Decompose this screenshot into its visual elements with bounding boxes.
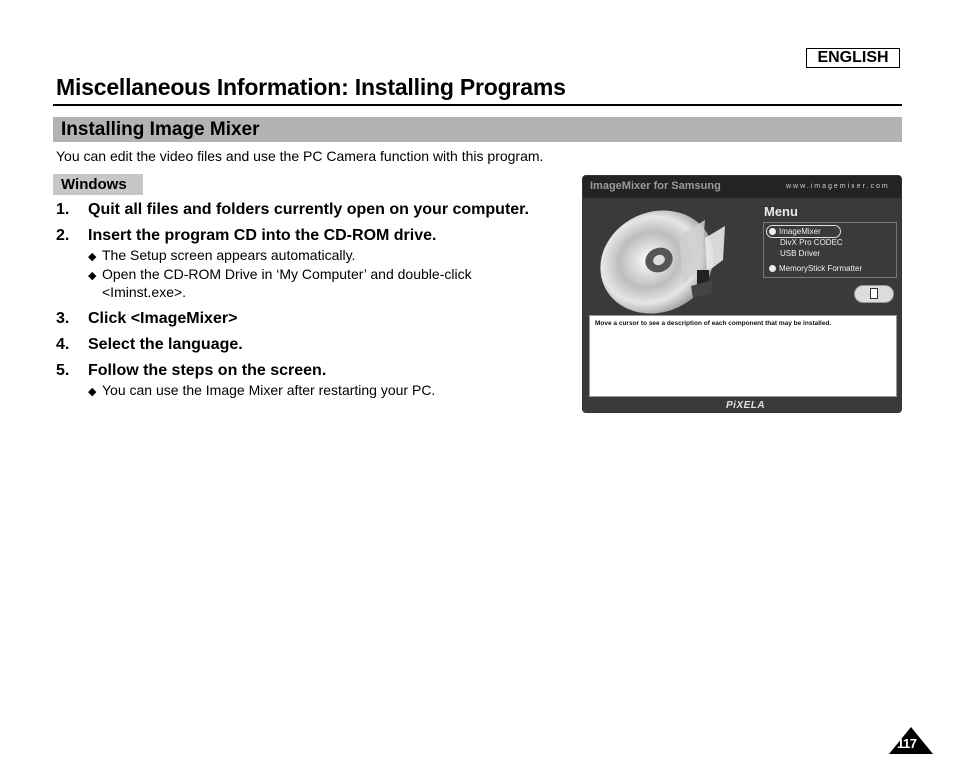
bullet-icon: ◆: [88, 270, 97, 282]
bullet-dot-icon: [769, 228, 776, 235]
step-1: [56, 201, 529, 219]
page-title: Miscellaneous Information: Installing Programs: [56, 74, 566, 100]
menu-item-divx[interactable]: [780, 238, 843, 247]
step-2-note-2-cont: <Iminst.exe>.: [102, 284, 187, 300]
intro-text: You can edit the video files and use the PC Camera function with this program.: [56, 148, 544, 164]
bullet-icon: ◆: [88, 386, 97, 398]
cd-disc-icon: [587, 198, 757, 314]
step-number: 3.: [56, 310, 70, 327]
step-2-note-2: [88, 266, 472, 282]
title-divider: [53, 104, 902, 106]
step-text: Follow the steps on the screen.: [88, 362, 327, 379]
step-4: [56, 336, 243, 354]
exit-button[interactable]: [854, 285, 894, 303]
note-text: Open the CD-ROM Drive in ‘My Computer’ and double-click: [102, 266, 472, 282]
door-icon: [870, 288, 878, 299]
step-number: 1.: [56, 201, 70, 218]
step-2-note-1: [88, 247, 355, 263]
page-number: 117: [897, 736, 917, 751]
step-number: 2.: [56, 227, 70, 244]
menu-item-label: ImageMixer: [779, 227, 821, 236]
step-2: [56, 227, 436, 245]
step-number: 4.: [56, 336, 70, 353]
description-text: Move a cursor to see a description of each component that may be installed.: [595, 320, 832, 327]
installer-title: ImageMixer for Samsung: [590, 180, 721, 192]
step-text: Click <ImageMixer>: [88, 310, 238, 327]
step-text: Select the language.: [88, 336, 243, 353]
description-box: [589, 315, 897, 397]
step-text: Insert the program CD into the CD-ROM drive.: [88, 227, 437, 244]
menu-item-memorystick[interactable]: [769, 264, 862, 273]
menu-item-usb-driver[interactable]: [780, 249, 820, 258]
menu-item-label: DivX Pro CODEC: [780, 238, 843, 247]
menu-title: Menu: [764, 204, 798, 219]
step-number: 5.: [56, 362, 70, 379]
language-label: ENGLISH: [806, 48, 900, 68]
note-text: The Setup screen appears automatically.: [102, 247, 356, 263]
note-text: You can use the Image Mixer after restarting your PC.: [102, 382, 436, 398]
os-label: Windows: [53, 174, 143, 195]
menu-item-label: USB Driver: [780, 249, 821, 258]
section-header: [53, 117, 902, 142]
section-title: Installing Image Mixer: [61, 119, 260, 140]
menu-item-imagemixer[interactable]: [769, 227, 821, 236]
step-3: [56, 310, 237, 328]
step-5-note-1: [88, 382, 435, 398]
bullet-icon: ◆: [88, 251, 97, 263]
menu-item-label: MemoryStick Formatter: [779, 264, 863, 273]
bullet-dot-icon: [769, 265, 776, 272]
installer-titlebar: [583, 176, 901, 198]
step-5: [56, 362, 326, 380]
brand-logo: PiXELA: [726, 400, 766, 411]
step-text: Quit all files and folders currently open on your computer.: [88, 201, 529, 218]
installer-url: www.imagemixer.com: [786, 183, 890, 190]
installer-screenshot: [582, 175, 902, 413]
